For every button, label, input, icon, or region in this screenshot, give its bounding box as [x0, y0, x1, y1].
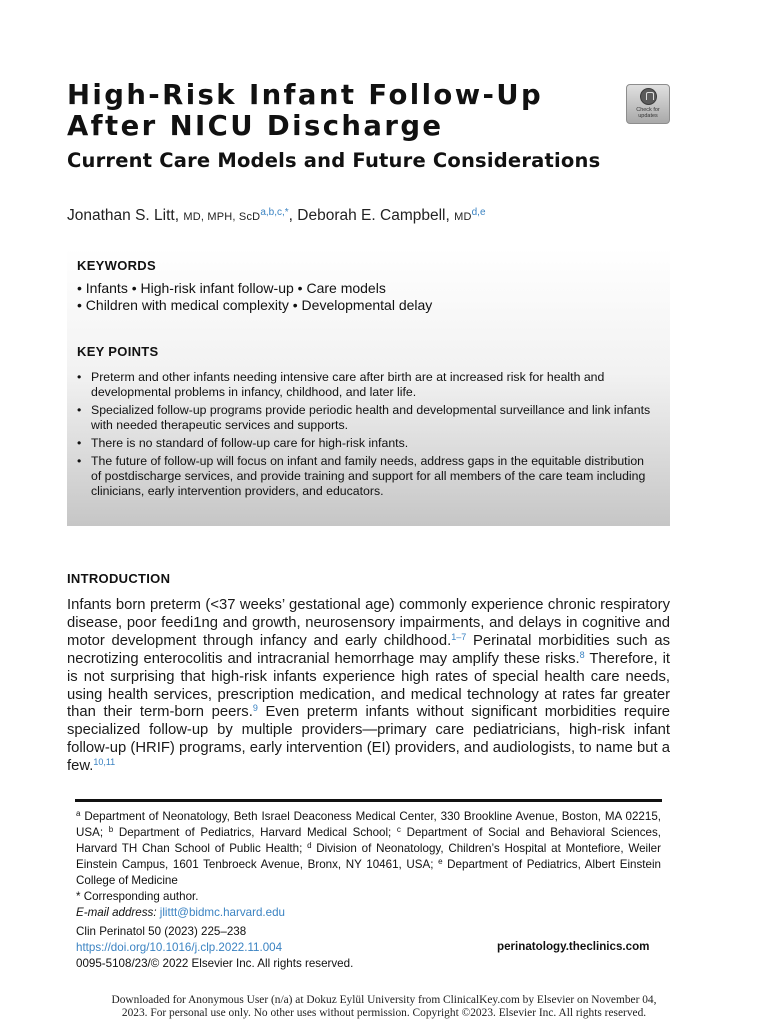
check-for-updates-button[interactable] [626, 84, 670, 124]
introduction-heading: INTRODUCTION [67, 571, 171, 586]
introduction-paragraph: Infants born preterm (<37 weeks’ gestational age) commonly experience chronic respiratory disease, poor feedi1ng and growth, neurosensory impairments, and delays in cognitive and motor development through infancy and early childhood.$^{1-7}$ Perinatal morbidities such as necrotizing enterocolitis and intracranial hemorrhage may amplify these risks.$^8$ Therefore, it is not surprising that high-risk infants experience high rates of special health care needs, using health services, prescription medication, and medical technology at rates far greater than their term-born peers.$^9$ Even preterm infants without significant morbidities require specialized follow-up by multiple providers—primary care pediatricians, high-risk infant follow-up (HRIF) programs, early intervention (EI) providers, and audiologists, to name but a few.$^{10,11}$ [67, 597, 670, 775]
check-for-updates-icon [640, 88, 657, 105]
affiliation-footnotes [76, 809, 661, 921]
author-1-affiliations[interactable]: a,b,c,* [260, 207, 289, 218]
corresponding-author-note: * Corresponding author. [76, 890, 199, 903]
email-label: E-mail address: [76, 906, 157, 919]
article-title [67, 80, 607, 142]
reference-link[interactable]: 9 [252, 703, 258, 714]
key-points-heading: KEY POINTS [77, 344, 159, 359]
copyright-line: 0095-5108/23/© 2022 Elsevier Inc. All rights reserved. [76, 957, 354, 970]
title-line-2: After NICU Discharge [67, 110, 444, 142]
reference-link[interactable]: 1–7 [451, 631, 467, 642]
keywords-line-1: • Infants • High-risk infant follow-up • Care models [77, 280, 386, 296]
footnote-divider [75, 799, 662, 802]
journal-citation: Clin Perinatol 50 (2023) 225–238 [76, 925, 247, 938]
doi-link[interactable]: https://doi.org/10.1016/j.clp.2022.11.004 [76, 941, 283, 954]
author-2-credentials: MD [454, 211, 472, 223]
citation-block [76, 924, 353, 972]
check-for-updates-label: Check for updates [636, 107, 660, 119]
title-line-1: High-Risk Infant Follow-Up [67, 79, 544, 111]
keywords-line-2: • Children with medical complexity • Developmental delay [77, 297, 433, 313]
author-2-name: , Deborah E. Campbell, [288, 207, 450, 224]
key-point-item: • There is no standard of follow-up care for high-risk infants. [77, 436, 657, 451]
reference-link[interactable]: 8 [579, 649, 585, 660]
email-link[interactable]: jlittt@bidmc.harvard.edu [159, 906, 285, 919]
key-point-item: • Preterm and other infants needing intensive care after birth are at increased risk for health and developmental problems in infancy, childhood, and later life. [77, 370, 657, 400]
article-subtitle: Current Care Models and Future Considerations [67, 149, 601, 172]
journal-website[interactable]: perinatology.theclinics.com [497, 940, 650, 953]
key-point-item: • Specialized follow-up programs provide periodic health and developmental surveillance and link infants with needed therapeutic services and supports. [77, 403, 657, 433]
key-point-item: • The future of follow-up will focus on infant and family needs, address gaps in the equitable distribution of postdischarge services, and provide training and support for all members of the care team including clinicians, early intervention providers, and educators. [77, 454, 657, 499]
author-2-affiliations[interactable]: d,e [471, 207, 486, 218]
keywords-heading: KEYWORDS [77, 258, 156, 273]
author-1-name: Jonathan S. Litt, [67, 207, 180, 224]
reference-link[interactable]: 10,11 [93, 757, 116, 768]
author-1-credentials: MD, MPH, ScD [183, 211, 261, 223]
key-points-list [77, 370, 657, 502]
author-line [67, 207, 486, 225]
download-notice: Downloaded for Anonymous User (n/a) at Dokuz Eylül University from ClinicalKey.com by Elsevier on November 04, 2023. For personal use only. No other uses without permission. Copyright ©2023. Elsevier Inc. All rights reserved. [111, 994, 657, 1019]
keywords-keypoints-box [67, 248, 670, 526]
email-line [76, 905, 661, 921]
affiliations-text: $^a$ Department of Neonatology, Beth Israel Deaconess Medical Center, 330 Brookline Avenue, Boston, MA 02215, USA; $^b$ Department of Pediatrics, Harvard Medical School; $^c$ Department of Social and Behavioral Sciences, Harvard TH Chan School of Public Health; $^d$ Division of Neonatology, Children’s Hospital at Montefiore, Weiler Einstein Campus, 1601 Tenbroeck Avenue, Bronx, NY 10461, USA; $^e$ Department of Pediatrics, Albert Einstein College of Medicine [76, 809, 662, 887]
